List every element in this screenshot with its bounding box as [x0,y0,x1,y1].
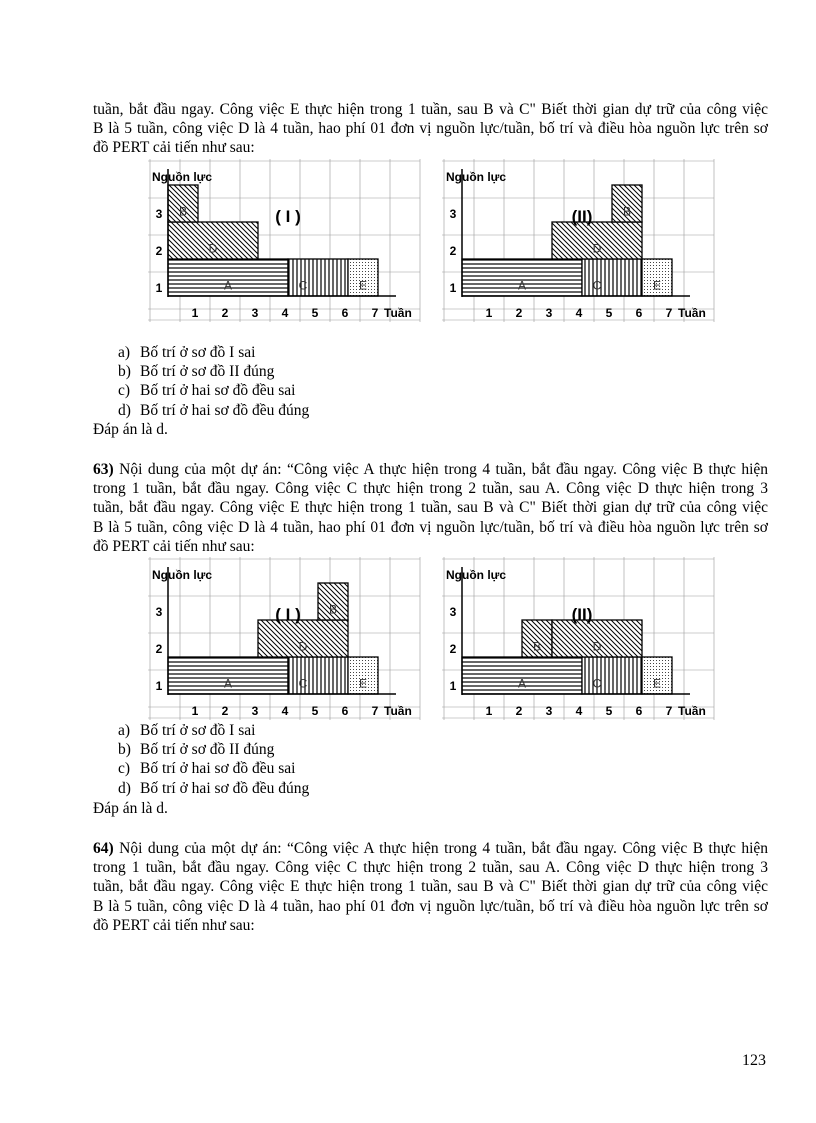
text-line: B là 5 tuần, công việc D là 4 tuần, hao phí 01 đơn vị nguồn lực/tuần, bố trí và điều hòa nguồn lực trên sơ [93,120,768,138]
x-tick: 3 [251,704,259,718]
y-axis-label: Nguồn lực [446,170,507,184]
resource-panel [442,159,714,322]
resource-panel [148,159,420,322]
x-tick: 4 [575,306,583,320]
options-list-1 [118,343,309,420]
task-block-c [288,657,348,694]
task-label: A [223,676,233,691]
task-label: D [592,241,602,256]
x-tick: 5 [605,306,613,320]
task-label: B [622,204,632,219]
x-tick: 3 [545,704,553,718]
task-label: E [652,278,662,293]
x-tick: 6 [635,704,643,718]
x-tick: 5 [311,704,319,718]
text-line: trong 1 tuần, bắt đầu ngay. Công việc C thực hiện trong 2 tuần, sau A. Công việc D thực hiện trong 3 [93,480,768,498]
x-tick: 2 [221,306,229,320]
x-tick: 7 [665,704,673,718]
resource-panel [442,557,714,720]
y-tick: 1 [449,679,457,693]
diagram-tag: (II) [571,207,593,226]
x-tick: 2 [515,704,523,718]
x-tick: 5 [311,306,319,320]
x-tick: 7 [371,704,379,718]
question-63 [93,460,768,556]
answer-2: Đáp án là d. [93,800,168,817]
x-tick: 3 [251,306,259,320]
text-line: trong 1 tuần, bắt đầu ngay. Công việc C thực hiện trong 2 tuần, sau A. Công việc D thực hiện trong 3 [93,859,768,877]
task-label: E [652,676,662,691]
x-axis-unit: Tuần [384,704,412,718]
task-label: D [592,639,602,654]
task-label: A [517,278,527,293]
task-label: C [298,676,308,691]
question-number: 64) [93,840,114,857]
y-tick: 2 [449,642,457,656]
options-list-2 [118,721,309,798]
x-tick: 1 [191,306,199,320]
task-label: D [208,241,218,256]
x-tick: 2 [515,306,523,320]
task-label: B [178,204,188,219]
x-tick: 1 [485,704,493,718]
text-line: tuần, bắt đầu ngay. Công việc E thực hiện trong 1 tuần, sau B và C" Biết thời gian dự trữ của công việc [93,499,768,517]
x-tick: 6 [341,704,349,718]
text-line: đồ PERT cải tiến như sau: [93,139,255,157]
question-64 [93,839,768,935]
option-a: a) Bố trí ở sơ đồ I sai [118,344,256,361]
y-axis-label: Nguồn lực [152,568,213,582]
x-tick: 6 [635,306,643,320]
task-label: C [298,278,308,293]
task-block-c [582,657,642,694]
y-tick: 2 [449,244,457,258]
y-axis-label: Nguồn lực [152,170,213,184]
task-label: C [592,278,602,293]
option-c: c) Bố trí ở hai sơ đồ đều sai [118,382,296,400]
y-tick: 1 [155,281,163,295]
x-tick: 4 [281,704,289,718]
x-tick: 3 [545,306,553,320]
y-tick: 1 [449,281,457,295]
text-line: đồ PERT cải tiến như sau: [93,537,255,555]
resource-diagram-2 [148,557,716,720]
x-axis-unit: Tuần [678,704,706,718]
x-tick: 2 [221,704,229,718]
page-number: 123 [742,1052,766,1069]
x-tick: 1 [485,306,493,320]
task-label: C [592,676,602,691]
option-b: b) Bố trí ở sơ đồ II đúng [118,363,275,381]
task-label: A [517,676,527,691]
task-label: D [298,639,308,654]
question-number: 63) [93,461,114,478]
resource-diagram-1 [148,159,716,322]
option-a: a) Bố trí ở sơ đồ I sai [118,722,256,739]
y-axis-label: Nguồn lực [446,568,507,582]
x-axis-unit: Tuần [384,306,412,320]
answer-1: Đáp án là d. [93,421,168,438]
text-line: 64) Nội dung của một dự án: “Công việc A thực hiện trong 4 tuần, bắt đầu ngay. Công việc B thực hiện [93,840,769,857]
text-line: tuần, bắt đầu ngay. Công việc E thực hiện trong 1 tuần, sau B và C" Biết thời gian dự trữ của công việc [93,101,768,118]
task-label: E [358,278,368,293]
x-tick: 1 [191,704,199,718]
option-d: d) Bố trí ở hai sơ đồ đều đúng [118,401,310,419]
y-tick: 2 [155,244,163,258]
x-tick: 4 [281,306,289,320]
task-block-c [288,259,348,296]
y-tick: 3 [155,207,163,221]
resource-panel [148,557,420,720]
diagram-tag: ( I ) [275,605,301,624]
y-tick: 1 [155,679,163,693]
y-tick: 3 [449,207,457,221]
text-line: tuần, bắt đầu ngay. Công việc E thực hiện trong 1 tuần, sau B và C" Biết thời gian dự trữ của công việc [93,878,768,896]
diagram-tag: ( I ) [275,207,301,226]
text-line: B là 5 tuần, công việc D là 4 tuần, hao phí 01 đơn vị nguồn lực/tuần, bố trí và điều hòa nguồn lực trên sơ [93,897,768,915]
y-tick: 3 [155,605,163,619]
x-tick: 6 [341,306,349,320]
text-line: đồ PERT cải tiến như sau: [93,916,255,934]
text-line: B là 5 tuần, công việc D là 4 tuần, hao phí 01 đơn vị nguồn lực/tuần, bố trí và điều hòa nguồn lực trên sơ [93,518,768,536]
task-label: B [532,639,542,654]
diagram-tag: (II) [571,605,593,624]
task-label: E [358,676,368,691]
intro-paragraph [93,100,768,158]
text-line: 63) Nội dung của một dự án: “Công việc A thực hiện trong 4 tuần, bắt đầu ngay. Công việc B thực hiện [93,461,769,478]
x-axis-unit: Tuần [678,306,706,320]
option-b: b) Bố trí ở sơ đồ II đúng [118,741,275,759]
option-d: d) Bố trí ở hai sơ đồ đều đúng [118,779,310,797]
x-tick: 7 [665,306,673,320]
task-label: B [328,602,338,617]
option-c: c) Bố trí ở hai sơ đồ đều sai [118,760,296,778]
y-tick: 3 [449,605,457,619]
x-tick: 7 [371,306,379,320]
x-tick: 4 [575,704,583,718]
task-label: A [223,278,233,293]
x-tick: 5 [605,704,613,718]
task-block-c [582,259,642,296]
y-tick: 2 [155,642,163,656]
